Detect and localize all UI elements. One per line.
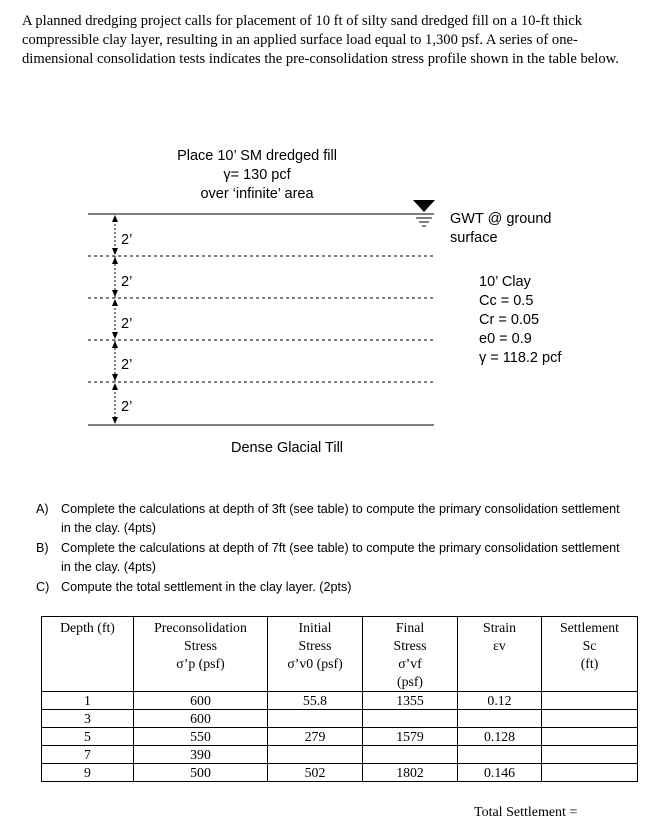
header-precon-3: σ’p (psf) bbox=[176, 656, 225, 671]
sublayer-label-1: 2’ bbox=[121, 232, 133, 248]
header-strain bbox=[458, 617, 542, 692]
gwt-label bbox=[450, 210, 552, 248]
clay-unit-weight: γ = 118.2 pcf bbox=[479, 350, 562, 366]
table-row bbox=[42, 710, 638, 728]
clay-cc: Cc = 0.5 bbox=[479, 293, 534, 309]
cell-final: 1579 bbox=[363, 728, 458, 746]
question-b-text: Complete the calculations at depth of 7ft (see table) to compute the primary consolidation settlement in the clay. (4pts) bbox=[61, 541, 620, 574]
cell-precon: 390 bbox=[134, 746, 268, 764]
gwt-line-2: surface bbox=[450, 230, 498, 246]
clay-e0: e0 = 0.9 bbox=[479, 331, 532, 347]
header-settlement-1: Settlement bbox=[559, 620, 619, 635]
question-c-label: C) bbox=[36, 580, 50, 594]
total-settlement-label: Total Settlement = bbox=[474, 805, 578, 820]
cell-settlement bbox=[542, 764, 638, 782]
cell-initial: 55.8 bbox=[268, 692, 363, 710]
header-final bbox=[363, 617, 458, 692]
cell-depth: 7 bbox=[42, 746, 134, 764]
cell-precon: 550 bbox=[134, 728, 268, 746]
header-settlement bbox=[542, 617, 638, 692]
table-row bbox=[42, 692, 638, 710]
cell-settlement bbox=[542, 692, 638, 710]
till-label: Dense Glacial Till bbox=[231, 440, 344, 456]
header-initial bbox=[268, 617, 363, 692]
cell-initial bbox=[268, 710, 363, 728]
question-a-label: A) bbox=[36, 502, 49, 516]
header-precon-1: Preconsolidation bbox=[154, 620, 247, 635]
question-c bbox=[36, 578, 626, 597]
cell-initial: 502 bbox=[268, 764, 363, 782]
cell-precon: 600 bbox=[134, 710, 268, 728]
fill-line-2: γ= 130 pcf bbox=[223, 167, 291, 183]
clay-cr: Cr = 0.05 bbox=[479, 312, 540, 328]
header-strain-1: Strain bbox=[483, 620, 516, 635]
cell-strain bbox=[458, 746, 542, 764]
cell-settlement bbox=[542, 728, 638, 746]
cell-strain bbox=[458, 710, 542, 728]
cell-final bbox=[363, 746, 458, 764]
cell-settlement bbox=[542, 710, 638, 728]
header-settlement-3: (ft) bbox=[580, 656, 599, 671]
fill-line-3: over ‘infinite’ area bbox=[200, 186, 314, 202]
header-initial-1: Initial bbox=[298, 620, 332, 635]
header-final-1: Final bbox=[395, 620, 425, 635]
sublayer-label-4: 2’ bbox=[121, 357, 133, 373]
question-b-label: B) bbox=[36, 541, 49, 555]
header-strain-2: εv bbox=[493, 638, 506, 653]
water-table-icon bbox=[413, 200, 435, 226]
cell-strain: 0.12 bbox=[458, 692, 542, 710]
fill-description bbox=[150, 147, 364, 204]
cell-depth: 1 bbox=[42, 692, 134, 710]
cell-precon: 600 bbox=[134, 692, 268, 710]
cell-initial bbox=[268, 746, 363, 764]
clay-properties bbox=[479, 273, 561, 368]
cell-depth: 3 bbox=[42, 710, 134, 728]
question-c-text: Compute the total settlement in the clay layer. (2pts) bbox=[61, 580, 352, 594]
consolidation-table bbox=[41, 616, 638, 782]
fill-line-1: Place 10’ SM dredged fill bbox=[177, 148, 337, 164]
header-settlement-2: Sc bbox=[582, 638, 597, 653]
cell-final: 1802 bbox=[363, 764, 458, 782]
header-final-3: σ’vf bbox=[398, 656, 422, 671]
header-final-2: Stress bbox=[393, 638, 427, 653]
table-row bbox=[42, 728, 638, 746]
sublayer-boundaries bbox=[88, 256, 434, 382]
cell-initial: 279 bbox=[268, 728, 363, 746]
header-final-4: (psf) bbox=[396, 674, 424, 689]
question-list bbox=[36, 500, 626, 598]
cell-strain: 0.128 bbox=[458, 728, 542, 746]
cell-depth: 9 bbox=[42, 764, 134, 782]
header-precon bbox=[134, 617, 268, 692]
question-b bbox=[36, 539, 626, 577]
header-depth bbox=[42, 617, 134, 692]
clay-thickness: 10’ Clay bbox=[479, 274, 531, 290]
header-precon-2: Stress bbox=[184, 638, 217, 653]
question-a-text: Complete the calculations at depth of 3ft (see table) to compute the primary consolidation settlement in the clay. (4pts) bbox=[61, 502, 620, 535]
question-a bbox=[36, 500, 626, 538]
table-row bbox=[42, 746, 638, 764]
problem-statement: A planned dredging project calls for placement of 10 ft of silty sand dredged fill on a 10-ft thick compressible clay layer, resulting in an applied surface load equal to 1,300 psf. A series of one-dimensional consolidation tests indicates the pre-consolidation stress profile shown in the table below. bbox=[22, 13, 619, 67]
header-initial-3: σ’v0 (psf) bbox=[287, 656, 343, 671]
sublayer-label-3: 2’ bbox=[121, 316, 133, 332]
header-initial-2: Stress bbox=[298, 638, 332, 653]
gwt-line-1: GWT @ ground bbox=[450, 211, 552, 227]
cell-strain: 0.146 bbox=[458, 764, 542, 782]
cell-final: 1355 bbox=[363, 692, 458, 710]
table-header-row bbox=[42, 617, 638, 692]
cell-final bbox=[363, 710, 458, 728]
table-row bbox=[42, 764, 638, 782]
sublayer-label-2: 2’ bbox=[121, 274, 133, 290]
header-depth-label: Depth (ft) bbox=[60, 620, 115, 635]
cell-settlement bbox=[542, 746, 638, 764]
cell-depth: 5 bbox=[42, 728, 134, 746]
cell-precon: 500 bbox=[134, 764, 268, 782]
sublayer-label-5: 2’ bbox=[121, 399, 133, 415]
